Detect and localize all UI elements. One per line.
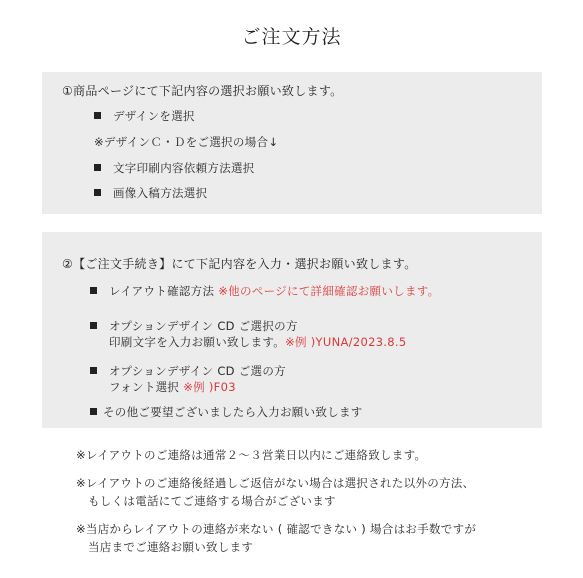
bullet-icon [90,287,97,294]
bullet-icon [90,408,97,415]
list-item-design-cd-note: ※デザインＣ・Ｄをご選択の場合↓ [94,135,279,149]
list-item-layout-method: レイアウト確認方法 ※他のページにて詳細確認お願いします。 [90,283,439,299]
note-no-contact-line2: 当店までご連絡お願い致します [88,540,254,554]
note-no-contact-line1: ※当店からレイアウトの連絡が来ない ( 確認できない ) 場合はお手数ですが [76,522,477,536]
bullet-icon [90,367,97,374]
layout-note: ※他のページにて詳細確認お願いします。 [218,284,440,298]
list-item-option-design-font: オプションデザイン CD ご選の方 [90,363,286,379]
list-item-text-print-method: 文字印刷内容依頼方法選択 [94,160,255,176]
section-2-heading: ②【ご注文手続き】にて下記内容を入力・選択お願い致します。 [62,257,417,271]
option-design-font-line2: フォント選択 ※例 )F03 [109,380,236,394]
note-no-reply-line2: もしくは電話にてご連絡する場合がございます [88,494,336,508]
list-item-option-design-text: オプションデザイン CD ご選択の方 [90,318,298,334]
bullet-icon [94,164,101,171]
list-item-image-method: 画像入稿方法選択 [94,185,207,201]
option-design-font-example: ※例 )F03 [183,380,236,394]
note-no-reply-line1: ※レイアウトのご連絡後経過しご返信がない場合は選択された以外の方法、 [76,476,475,490]
option-design-text-line2: 印刷文字を入力お願い致します。※例 )YUNA/2023.8.5 [109,335,407,349]
bullet-icon [94,189,101,196]
list-item-design-select: デザインを選択 [94,108,195,124]
bullet-icon [90,322,97,329]
list-item-other-requests: その他ご要望ございましたら入力お願い致します [90,404,363,420]
page-title: ご注文方法 [241,26,342,48]
option-design-text-example: ※例 )YUNA/2023.8.5 [285,335,407,349]
bullet-icon [94,112,101,119]
note-layout-timing: ※レイアウトのご連絡は通常２～３営業日以内にご連絡致します。 [76,448,427,462]
section-1-heading: ①商品ページにて下記内容の選択お願い致します。 [62,84,343,98]
